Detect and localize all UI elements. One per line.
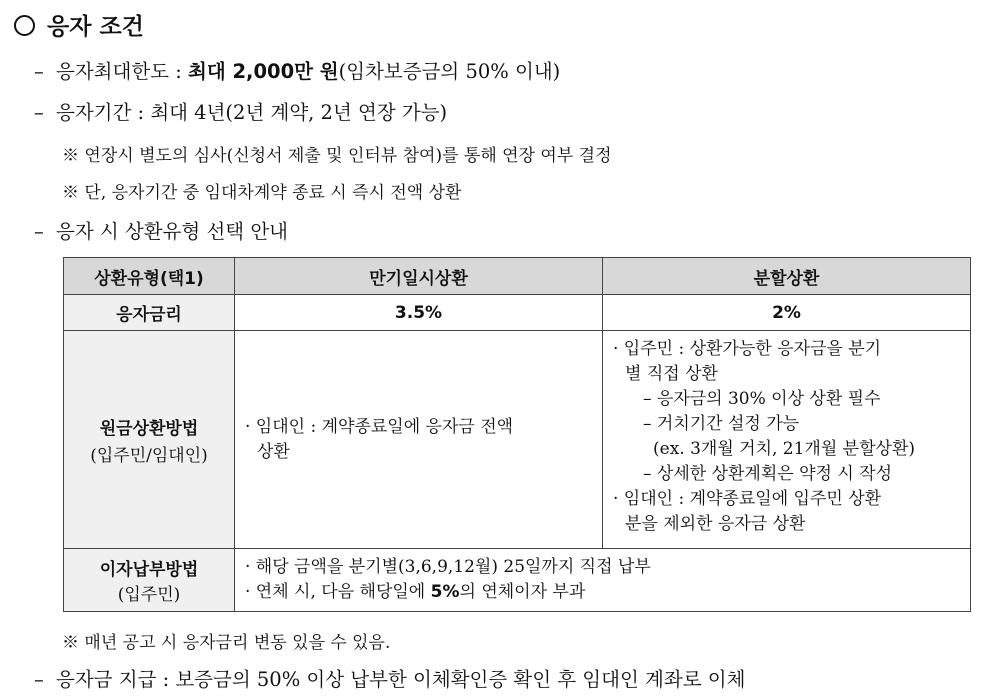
rate-installment: 2% [603,295,971,331]
interest-label-cell [64,549,235,612]
late-rate-value: 5% [430,582,460,602]
principal-lump-line: · 임대인 : 계약종료일에 응자금 전액 [245,416,514,437]
termination-note: ※ 단, 응자기간 중 임대차계약 종료 시 즉시 전액 상환 [62,183,462,203]
principal-install-line: – 거치기간 설정 가능 [643,414,800,434]
circle-bullet-icon [14,15,35,36]
dash-bullet-icon: – [34,60,44,83]
principal-install-line: (ex. 3개월 거치, 21개월 분할상환) [653,439,916,459]
principal-install-line: – 상세한 상환계획은 약정 시 작성 [643,464,893,484]
header-installment: 분할상환 [603,258,971,295]
loan-limit-value: 최대 2,000만 원 [188,60,339,83]
loan-limit-label: 응자최대한도 : [56,60,188,83]
interest-late-pre: · 연체 시, 다음 해당일에 [245,582,431,602]
payment-item [34,664,745,692]
loan-limit-note: (임차보증금의 50% 이내) [338,60,561,83]
loan-period-text: 응자기간 : 최대 4년(2년 계약, 2년 연장 가능) [56,101,448,124]
principal-install-line: 분을 제외한 응자금 상환 [625,514,806,534]
interest-sublabel: (입주민) [117,585,181,605]
principal-lump-line: 상환 [257,441,290,462]
principal-sublabel: (입주민/임대인) [90,445,208,466]
repayment-type-item [34,216,288,244]
repayment-table [63,257,971,612]
rate-label: 응자금리 [116,305,182,325]
loan-period-item [34,97,447,125]
interest-line: · 해당 금액을 분기별(3,6,9,12월) 25일까지 직접 납부 [245,557,651,577]
rate-label-cell [64,295,235,331]
repayment-type-text: 응자 시 상환유형 선택 안내 [56,220,289,243]
loan-limit-item [34,56,560,84]
payment-text: 응자금 지급 : 보증금의 50% 이상 납부한 이체확인증 확인 후 임대인 계좌로 이체 [56,668,746,691]
dash-bullet-icon: – [34,101,44,124]
section-heading [14,8,144,41]
rate-change-note: ※ 매년 공고 시 응자금리 변동 있을 수 있음. [62,633,391,653]
table-row-interest [64,549,971,612]
principal-install-line: · 임대인 : 계약종료일에 입주민 상환 [613,489,882,509]
table-header-row [64,258,971,295]
principal-install-line: 별 직접 상환 [625,364,718,384]
principal-install-line: · 입주민 : 상환가능한 응자금을 분기 [613,339,882,359]
header-type: 상환유형(택1) [64,258,235,295]
extension-note: ※ 연장시 별도의 심사(신청서 제출 및 인터뷰 참여)를 통해 연장 여부 결정 [62,146,612,166]
dash-bullet-icon: – [34,220,44,243]
principal-label-cell [64,331,235,549]
table-row-rate [64,295,971,331]
rate-lump-sum: 3.5% [235,295,603,331]
interest-line [245,580,960,605]
principal-install-line: – 응자금의 30% 이상 상환 필수 [643,389,881,409]
interest-label: 이자납부방법 [99,560,199,580]
principal-installment [603,331,971,549]
principal-label: 원금상환방법 [99,418,199,439]
dash-bullet-icon: – [34,668,44,691]
interest-method [235,549,971,612]
interest-late-post: 의 연체이자 부과 [459,582,586,602]
principal-lump-sum [235,331,603,549]
section-heading-text: 응자 조건 [47,14,144,40]
table-row-principal [64,331,971,549]
header-lump-sum: 만기일시상환 [235,258,603,295]
